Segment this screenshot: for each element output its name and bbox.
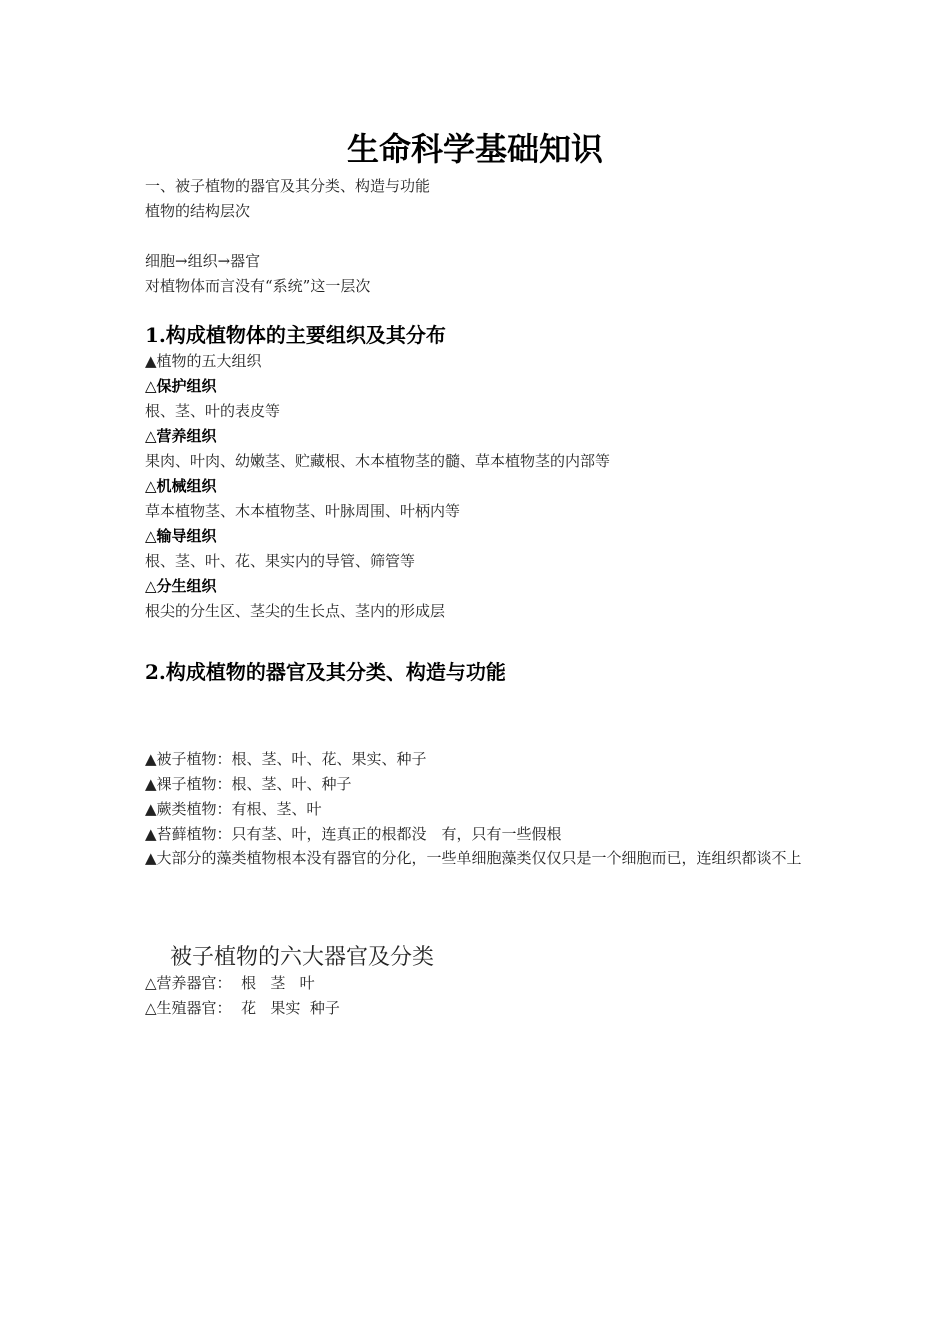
organ-line-gymnosperm: ▲裸子植物：根、茎、叶、种子: [145, 775, 352, 793]
reproductive-organs-line: △生殖器官： 花 果实 种子: [145, 999, 340, 1017]
intro-hierarchy-line: 细胞→组织→器官: [145, 252, 261, 270]
organ-line-moss: ▲苔藓植物：只有茎、叶，连真正的根都没 有，只有一些假根: [145, 825, 562, 843]
organ-line-fern: ▲蕨类植物：有根、茎、叶: [145, 800, 322, 818]
tissue-name-mechanical: △机械组织: [145, 477, 217, 495]
tissue-desc-conductive: 根、茎、叶、花、果实内的导管、筛管等: [145, 552, 416, 570]
tissue-desc-nutritive: 果肉、叶肉、幼嫩茎、贮藏根、木本植物茎的髓、草本植物茎的内部等: [145, 452, 611, 470]
tissue-desc-mechanical: 草本植物茎、木本植物茎、叶脉周围、叶柄内等: [145, 502, 461, 520]
intro-chapter-line: 一、被子植物的器官及其分类、构造与功能: [145, 177, 431, 195]
tissue-name-conductive: △输导组织: [145, 527, 217, 545]
organ-line-angiosperm: ▲被子植物：根、茎、叶、花、果实、种子: [145, 750, 427, 768]
section3-heading: 被子植物的六大器官及分类: [170, 945, 435, 970]
document-title: 生命科学基础知识: [346, 130, 603, 168]
tissue-name-meristematic: △分生组织: [145, 577, 217, 595]
intro-no-system-line: 对植物体而言没有“系统”这一层次: [145, 277, 371, 295]
intro-structure-line: 植物的结构层次: [145, 202, 251, 220]
tissue-name-nutritive: △营养组织: [145, 427, 217, 445]
section1-lead: ▲植物的五大组织: [145, 352, 262, 370]
section2-heading: 2.构成植物的器官及其分类、构造与功能: [145, 660, 506, 684]
tissue-desc-meristematic: 根尖的分生区、茎尖的生长点、茎内的形成层: [145, 602, 446, 620]
section1-heading: 1.构成植物体的主要组织及其分布: [145, 323, 446, 347]
organ-line-algae: ▲大部分的藻类植物根本没有器官的分化，一些单细胞藻类仅仅只是一个细胞而已，连组织都谈不上: [145, 849, 802, 867]
tissue-name-protective: △保护组织: [145, 377, 217, 395]
vegetative-organs-line: △营养器官： 根 茎 叶: [145, 974, 315, 992]
tissue-desc-protective: 根、茎、叶的表皮等: [145, 402, 281, 420]
